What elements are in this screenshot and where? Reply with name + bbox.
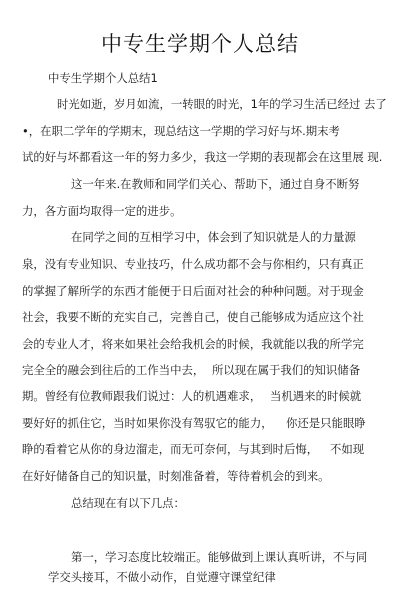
paragraph-line: 这一年来.在教师和同学们关心、帮助下，通过自身不断努 [71, 177, 360, 191]
paragraph-line: 试的好与坏都看这一年的努力多少，我这一学期的表现都会在这里展 现. [22, 150, 383, 164]
paragraph-line: 不如现 [330, 442, 365, 456]
paragraph-line: 当机遇来的时候就 [270, 389, 362, 403]
paragraph-line: 总结现在有以下几点： [71, 496, 185, 510]
paragraph-line: 泉，没有专业知识、专业技巧，什么成功都不会与你相约，只有真正 [22, 257, 364, 271]
paragraph-line: 时光如逝，岁月如流，一转眼的时光，1年的学习生活已经过 去了 [57, 97, 387, 111]
paragraph-line: 社会，我要不断的充实自己，完善自己，使自己能够成为适应这个社 [22, 310, 364, 324]
paragraph-line: 第一，学习态度比较端正。能够做到上课认真听讲，不与同 [71, 550, 368, 564]
paragraph-line: 的掌握了解所学的东西才能便于日后面对社会的种种问题。对于现金 [22, 284, 364, 298]
document-title: 中专生学期个人总结 [101, 32, 299, 56]
paragraph-line: •，在职二学年的学期末，现总结这一学期的学习好与坏.期末考 [22, 124, 340, 138]
paragraph-line: 学交头接耳，不做小动作，自觉遵守课堂纪律 [48, 570, 276, 584]
paragraph-line: 期。曾经有位教师跟我们说过：人的机遇难求， [22, 389, 262, 403]
paragraph-line: 要好好的抓住它，当时如果你没有驾驭它的能力， [22, 416, 273, 430]
paragraph-line: 在同学之间的互相学习中，体会到了知识就是人的力量源 [71, 230, 356, 244]
paragraph-line: 力，各方面均取得一定的进步。 [22, 204, 182, 218]
paragraph-line: 睁的看着它从你的身边溜走，而无可奈何，与其到时后悔， [22, 442, 319, 456]
paragraph-line: 会的专业人才，将来如果社会给我机会的时候，我就能以我的所学完 [22, 337, 364, 351]
paragraph-line: 完全全的融会到往后的工作当中去， [22, 363, 205, 377]
paragraph-line: 在好好储备自己的知识量，时刻准备着，等待着机会的到来。 [22, 469, 330, 483]
section-subtitle: 中专生学期个人总结1 [48, 71, 158, 85]
paragraph-line: 所以现在属于我们的知识储备 [212, 363, 361, 377]
paragraph-line: 你还是只能眼睁 [286, 416, 366, 430]
